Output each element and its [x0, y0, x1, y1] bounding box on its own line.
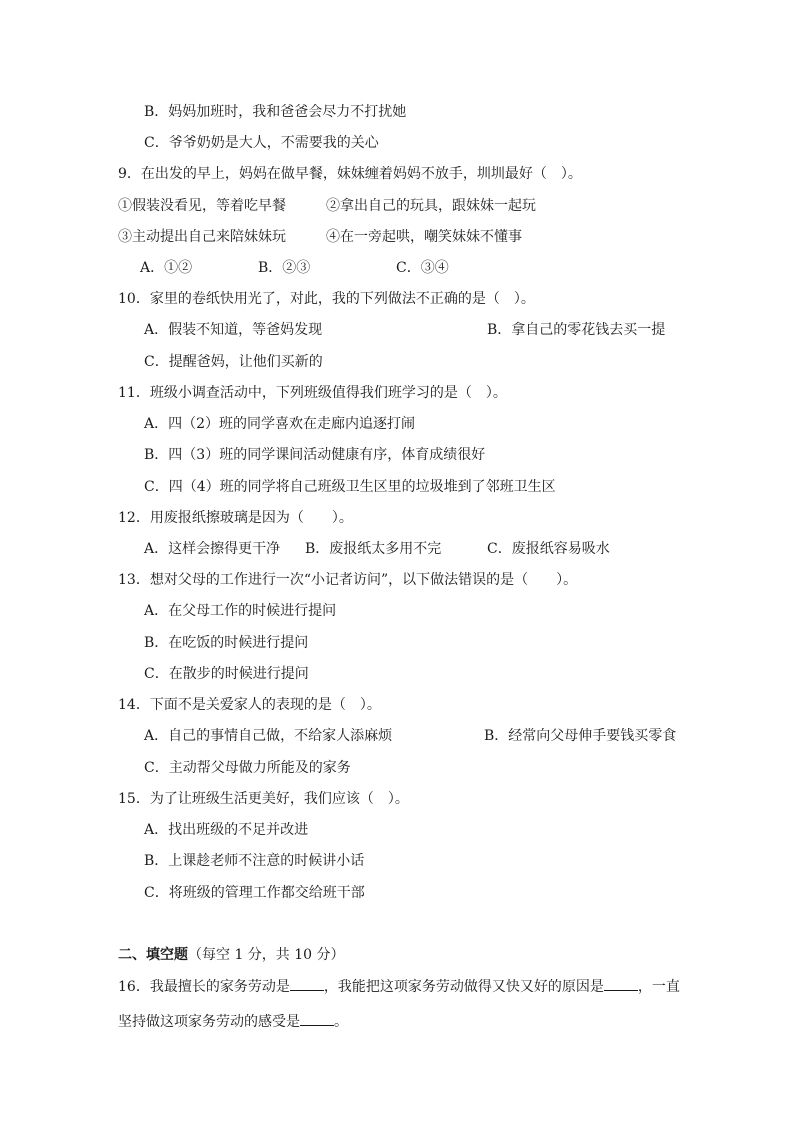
q10-option-a: A．假装不知道，等爸妈发现 — [144, 322, 323, 338]
q9-choice-1: ①假装没看见，等着吃早餐 — [118, 198, 286, 214]
q9-option-b: B．②③ — [258, 260, 311, 276]
q16-text-5: 。 — [334, 1014, 348, 1030]
question-14: 14．下面不是关爱家人的表现的是（ ）。 — [118, 697, 381, 713]
section-2-title: 二、填空题 — [118, 947, 188, 963]
q12-option-b: B．废报纸太多用不完 — [305, 541, 442, 557]
q15-option-b: B．上课趁老师不注意的时候讲小话 — [144, 853, 365, 869]
q16-text-2: ，我能把这项家务劳动做得又快又好的原因是 — [323, 979, 604, 995]
q11-option-c: C．四（4）班的同学将自己班级卫生区里的垃圾堆到了邻班卫生区 — [144, 479, 556, 495]
question-9: 9．在出发的早上，妈妈在做早餐，妹妹缠着妈妈不放手，圳圳最好（ ）。 — [118, 166, 582, 182]
q11-option-a: A．四（2）班的同学喜欢在走廊内追逐打闹 — [144, 416, 416, 432]
q9-option-a: A．①② — [140, 260, 193, 276]
question-13: 13．想对父母的工作进行一次“小记者访问”，以下做法错误的是（ ）。 — [118, 572, 578, 588]
question-11: 11．班级小调查活动中，下列班级值得我们班学习的是（ ）。 — [118, 385, 507, 401]
q14-option-a: A．自己的事情自己做，不给家人添麻烦 — [144, 728, 393, 744]
q16-answer-blank-2[interactable] — [604, 977, 638, 991]
q16-text-3: ，一直 — [637, 979, 680, 995]
question-16-line-2 — [118, 1012, 348, 1031]
q14-option-b: B．经常向父母伸手要钱买零食 — [484, 728, 677, 744]
q12-option-a: A．这样会擦得更干净 — [144, 541, 281, 557]
q9-choice-3: ③主动提出自己来陪妹妹玩 — [118, 229, 286, 245]
q8-option-b: B．妈妈加班时，我和爸爸会尽力不打扰她 — [144, 104, 407, 120]
q9-choice-4: ④在一旁起哄，嘲笑妹妹不懂事 — [326, 229, 522, 245]
q16-answer-blank-3[interactable] — [300, 1012, 334, 1026]
q16-answer-blank-1[interactable] — [290, 977, 324, 991]
q16-text-1: 16．我最擅长的家务劳动是 — [118, 979, 290, 995]
q13-option-a: A．在父母工作的时候进行提问 — [144, 603, 337, 619]
question-10: 10．家里的卷纸快用光了，对此，我的下列做法不正确的是（ ）。 — [118, 291, 535, 307]
q12-option-c: C．废报纸容易吸水 — [487, 541, 610, 557]
q13-option-b: B．在吃饭的时候进行提问 — [144, 635, 309, 651]
q11-option-b: B．四（3）班的同学课间活动健康有序，体育成绩很好 — [144, 447, 486, 463]
section-2-heading — [118, 946, 345, 964]
q8-option-c: C．爷爷奶奶是大人，不需要我的关心 — [144, 135, 379, 151]
question-12: 12．用废报纸擦玻璃是因为（ ）。 — [118, 510, 353, 526]
q16-text-4: 坚持做这项家务劳动的感受是 — [118, 1014, 300, 1030]
q13-option-c: C．在散步的时候进行提问 — [144, 666, 309, 682]
q9-choice-2: ②拿出自己的玩具，跟妹妹一起玩 — [326, 198, 536, 214]
question-16-line-1 — [118, 977, 680, 996]
q9-option-c: C．③④ — [396, 260, 449, 276]
section-2-scoring-note: （每空 1 分，共 10 分） — [188, 947, 345, 963]
q10-option-c: C．提醒爸妈，让他们买新的 — [144, 354, 323, 370]
q14-option-c: C．主动帮父母做力所能及的家务 — [144, 760, 351, 776]
q10-option-b: B．拿自己的零花钱去买一提 — [487, 322, 666, 338]
question-15: 15．为了让班级生活更美好，我们应该（ ）。 — [118, 791, 409, 807]
q15-option-a: A．找出班级的不足并改进 — [144, 822, 309, 838]
q15-option-c: C．将班级的管理工作都交给班干部 — [144, 885, 365, 901]
